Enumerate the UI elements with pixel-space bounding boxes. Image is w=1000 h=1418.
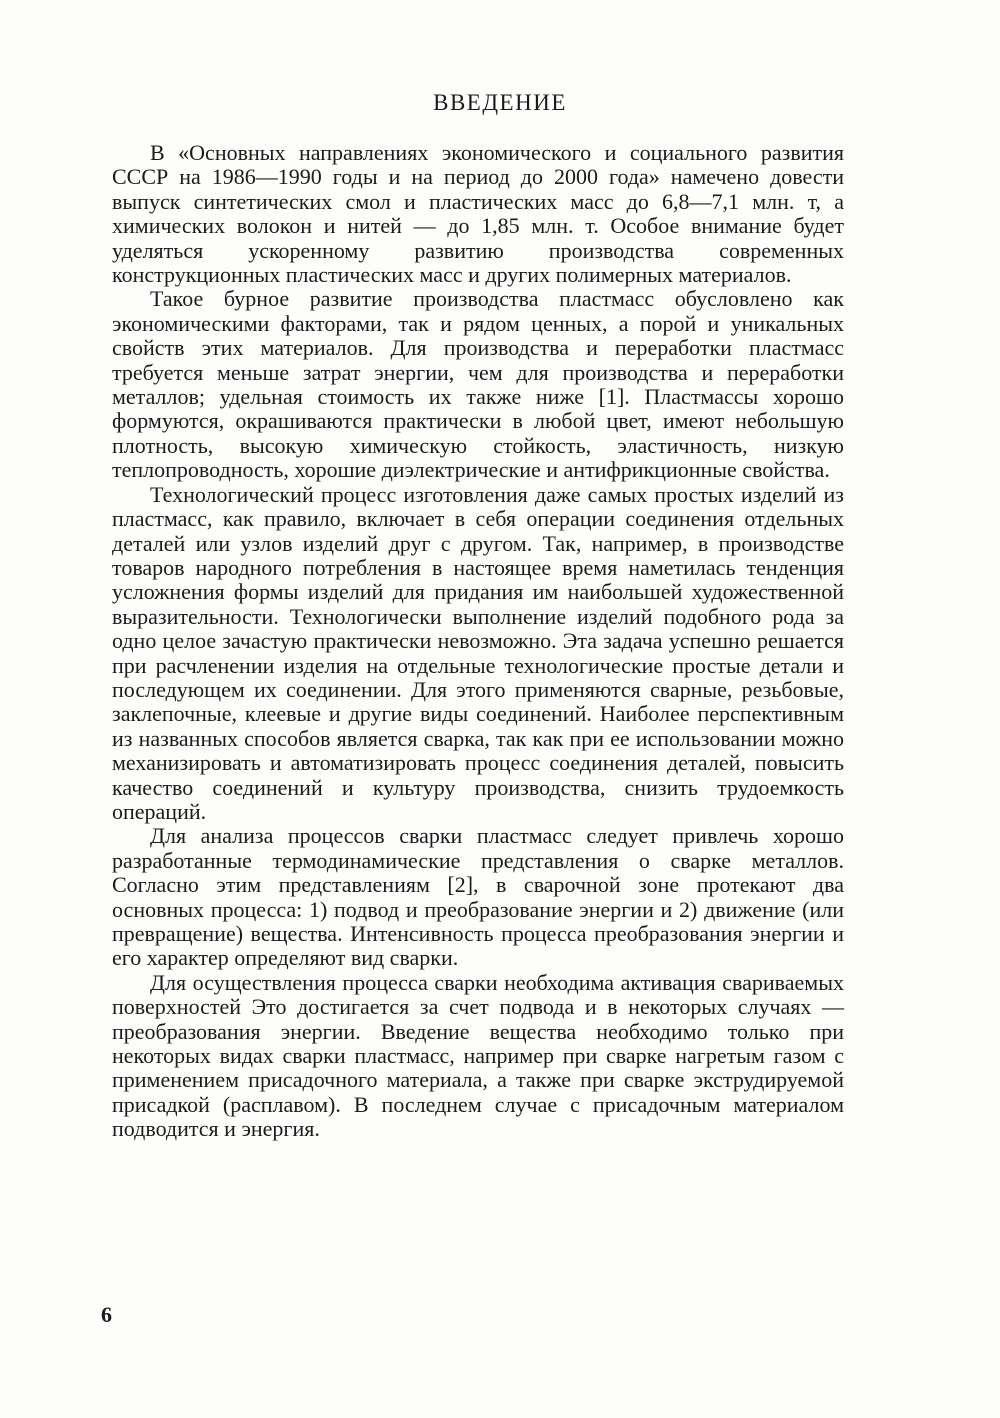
paragraph-2: Такое бурное развитие производства пластмасс обусловлено как экономическими факторами, так и рядом ценных, а порой и уникальных свойств этих материалов. Для производства и переработки пластмасс требуется меньше затрат энергии, чем для производства и переработки металлов; удельная стоимость их также ниже [1]. Пластмассы хорошо формуются, окрашиваются практически в любой цвет, имеют небольшую плотность, высокую химическую стойкость, эластичность, низкую теплопроводность, хорошие диэлектрические и антифрикционные свойства.: [112, 286, 844, 483]
body-text: [112, 141, 844, 1142]
page-number: 6: [101, 1302, 112, 1327]
paragraph-4: Для анализа процессов сварки пластмасс следует привлечь хорошо разработанные термодинамические представления о сварке металлов. Согласно этим представлениям [2], в сварочной зоне протекают два основных процесса: 1) подвод и преобразование энергии и 2) движение (или превращение) вещества. Интенсивность процесса преобразования энергии и его характер определяют вид сварки.: [112, 823, 844, 971]
paragraph-3: Технологический процесс изготовления даже самых простых изделий из пластмасс, как правило, включает в себя операции соединения отдельных деталей или узлов изделий друг с другом. Так, например, в производстве товаров народного потребления в настоящее время наметилась тенденция усложнения формы изделий для придания им наибольшей художественной выразительности. Технологически выполнение изделий подобного рода за одно целое зачастую практически невозможно. Эта задача успешно решается при расчленении изделия на отдельные технологические простые детали и последующем их соединении. Для этого применяются сварные, резьбовые, заклепочные, клеевые и другие виды соединений. Наиболее перспективным из названных способов является сварка, так как при ее использовании можно механизировать и автоматизировать процесс соединения деталей, повысить качество соединений и культуру производства, снизить трудоемкость операций.: [112, 481, 844, 824]
paragraph-1: В «Основных направлениях экономического и социального развития СССР на 1986—1990 годы и на период до 2000 года» намечено довести выпуск синтетических смол и пластических масс до 6,8—7,1 млн. т, а химических волокон и нитей — до 1,85 млн. т. Особое внимание будет уделяться ускоренному развитию производства современных конструкционных пластических масс и других полимерных материалов.: [112, 140, 844, 288]
chapter-title: ВВЕДЕНИЕ: [433, 90, 567, 115]
paragraph-5: Для осуществления процесса сварки необходима активация свариваемых поверхностей Это достигается за счет подвода и в некоторых случаях — преобразования энергии. Введение вещества необходимо только при некоторых видах сварки пластмасс, например при сварке нагретым газом с применением присадочного материала, а также при сварке экструдируемой присадкой (расплавом). В последнем случае с присадочным материалом подводится и энергия.: [112, 969, 844, 1142]
